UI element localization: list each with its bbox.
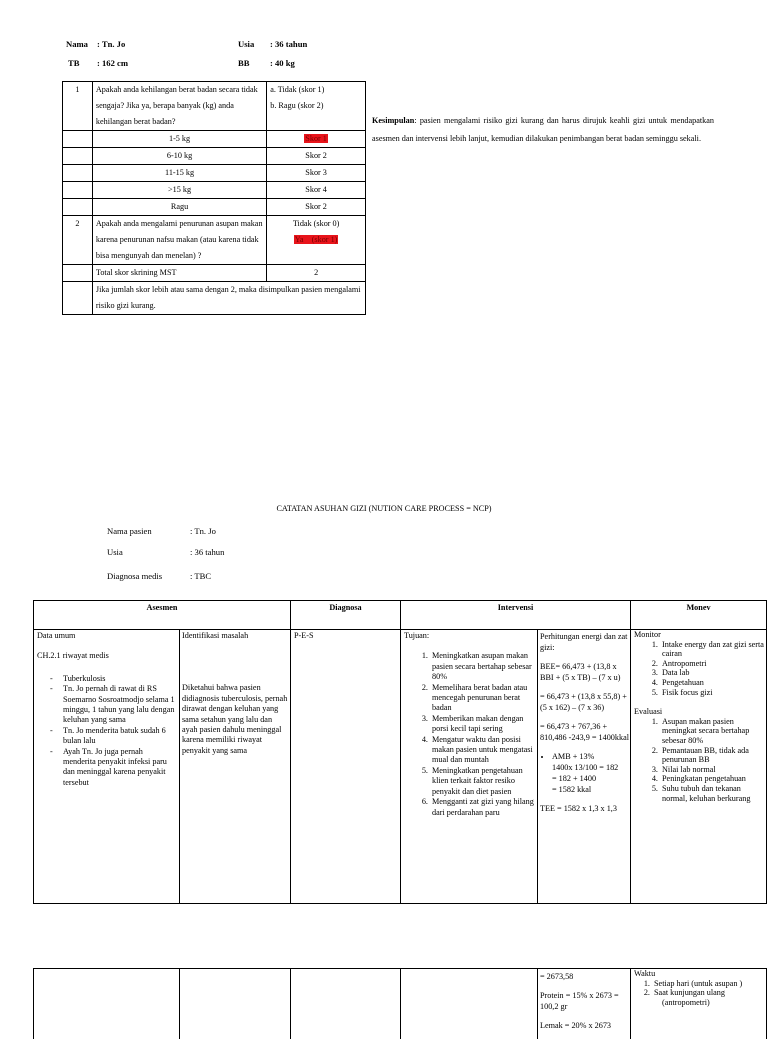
mst-question-1 — [63, 82, 366, 131]
energi-continued — [540, 971, 629, 1031]
riwayat-list — [37, 674, 177, 788]
asesmen-data-umum — [37, 631, 177, 788]
amb-calc-1: 1400x 13/100 = 182 — [552, 763, 619, 772]
mst-note: Jika jumlah skor lebih atau sama dengan 2, maka disimpulkan pasien mengalami risiko gizi kurang. — [92, 282, 365, 315]
pes-label: P-E-S — [294, 631, 314, 640]
perhitungan-energi — [540, 631, 629, 814]
monitor-item: 2. Antropometri — [660, 659, 764, 669]
evaluasi-label: Evaluasi — [634, 707, 663, 717]
score: Skor 2 — [267, 199, 366, 216]
header-diagnosa: Diagnosa — [329, 603, 362, 612]
mst-row — [63, 199, 366, 216]
ncp-usia-label: Usia — [107, 547, 123, 557]
kesimpulan-paragraph — [372, 112, 714, 149]
tujuan-item: 2. Memelihara berat badan atau mencegah penurunan berat badan — [430, 683, 535, 714]
score: Skor 3 — [267, 165, 366, 182]
q1-number: 1 — [63, 82, 93, 131]
monitor-item: 5. Fisik focus gizi — [660, 688, 764, 698]
evaluasi-item: 1. Asupan makan pasien meningkat secara bertahap sebesar 80% — [660, 717, 764, 746]
bee-result: = 66,473 + 767,36 + 810,486 -243,9 = 1400kkal — [540, 722, 629, 742]
mst-row — [63, 182, 366, 199]
tujuan-item: 5. Meningkatkan pengetahuan klien terkait faktor resiko penyakit dan diet pasien — [430, 766, 535, 797]
intervensi-tujuan — [404, 631, 535, 818]
tb-label: TB — [68, 58, 80, 68]
usia-value: : 36 tahun — [270, 39, 308, 49]
evaluasi-item: 4. Peningkatan pengetahuan — [660, 774, 764, 784]
kesimpulan-label: Kesimpulan — [372, 116, 415, 125]
identifikasi-label: Identifikasi masalah — [182, 631, 249, 640]
waktu-section — [634, 969, 764, 1007]
monitor-list — [634, 640, 764, 698]
total-label: Total skor skrining MST — [92, 265, 266, 282]
ncp-usia-value: : 36 tahun — [190, 547, 225, 557]
mst-question-2 — [63, 216, 366, 265]
tujuan-item: 4. Mengatur waktu dan posisi makan pasien untuk mengatasi mual dan muntah — [430, 735, 535, 766]
monitor-item: 3. Data lab — [660, 668, 764, 678]
q2-number: 2 — [63, 216, 93, 265]
amb-calc-3: = 1582 kkal — [552, 785, 592, 794]
tee-result: = 2673,58 — [540, 972, 574, 981]
monev-column — [634, 630, 764, 803]
q1-option-a: a. Tidak (skor 1) — [270, 85, 325, 94]
waktu-list — [634, 979, 764, 998]
ncp-nama-label: Nama pasien — [107, 526, 152, 536]
riwayat-item: - Tuberkulosis — [37, 674, 177, 684]
ncp-title: CATATAN ASUHAN GIZI (NUTION CARE PROCESS = NCP) — [276, 504, 492, 513]
ncp-table — [33, 600, 767, 904]
tujuan-list — [404, 651, 535, 818]
riwayat-item: - Tn. Jo pernah di rawat di RS Soemarno Sosroatmodjo selama 1 minggu, 1 tahun yang lalu dengan keluhan yang sama — [37, 684, 177, 726]
evaluasi-item: 3. Nilai lab normal — [660, 765, 764, 775]
weight-range: >15 kg — [92, 182, 266, 199]
weight-range: Ragu — [92, 199, 266, 216]
ncp-diagnosa-value: : TBC — [190, 571, 212, 581]
mst-total-row — [63, 265, 366, 282]
score-highlighted: Skor 1 — [305, 134, 327, 143]
amb-list — [540, 751, 629, 762]
mst-screening-table — [62, 81, 366, 315]
nama-value: : Tn. Jo — [97, 39, 126, 49]
amb-line: • AMB + 13% — [552, 751, 629, 762]
tujuan-label: Tujuan: — [404, 631, 430, 640]
total-value: 2 — [267, 265, 366, 282]
energi-label: Perhitungan energi dan zat gizi: — [540, 632, 628, 652]
monitor-label: Monitor — [634, 630, 661, 639]
tujuan-item: 3. Memberikan makan dengan porsi kecil tapi sering — [430, 714, 535, 735]
amb-calc-2: = 182 + 1400 — [552, 774, 597, 783]
q2-option-b-highlighted: Ya (skor 1) — [294, 235, 338, 244]
riwayat-item: - Ayah Tn. Jo juga pernah menderita penyakit infeksi paru dan meninggal karena penyakit tersebut — [37, 747, 177, 789]
data-umum-label: Data umum — [37, 631, 76, 640]
q2-options — [267, 216, 366, 265]
score: Skor 2 — [267, 148, 366, 165]
waktu-item: 2. Saat kunjungan ulang — [652, 988, 764, 998]
ncp-diagnosa-label: Diagnosa medis — [107, 571, 163, 581]
weight-range: 6-10 kg — [92, 148, 266, 165]
mst-row — [63, 131, 366, 148]
weight-range: 11-15 kg — [92, 165, 266, 182]
lemak-calc: Lemak = 20% x 2673 — [540, 1021, 612, 1030]
header-asesmen: Asesmen — [146, 603, 178, 612]
q1-option-b: b. Ragu (skor 2) — [270, 101, 324, 110]
bee-formula: BEE= 66,473 + (13,8 x BBI + (5 x TB) – (7 x u) — [540, 662, 621, 682]
header-monev: Monev — [686, 603, 711, 612]
identifikasi-masalah — [182, 631, 288, 756]
q2-text: Apakah anda mengalami penurunan asupan makan karena penurunan nafsu makan (atau karena tidak bisa mengunyah dan menelan) ? — [92, 216, 266, 265]
evaluasi-item: 5. Suhu tubuh dan tekanan normal, keluhan berkurang — [660, 784, 764, 803]
mst-row — [63, 148, 366, 165]
riwayat-item: - Tn. Jo menderita batuk sudah 6 bulan lalu — [37, 726, 177, 747]
tee-formula: TEE = 1582 x 1,3 x 1,3 — [540, 804, 617, 813]
q1-text: Apakah anda kehilangan berat badan secara tidak sengaja? Jika ya, berapa banyak (kg) anda kehilangan berat badan? — [92, 82, 266, 131]
monitor-item: 1. Intake energy dan zat gizi serta cairan — [660, 640, 764, 659]
tujuan-item: 1. Meningkatkan asupan makan pasien secara bertahap sebesar 80% — [430, 651, 535, 682]
mst-row — [63, 165, 366, 182]
protein-calc: Protein = 15% x 2673 = 100,2 gr — [540, 991, 619, 1011]
tb-value: : 162 cm — [97, 58, 129, 68]
evaluasi-list — [634, 717, 764, 803]
mst-note-row — [63, 282, 366, 315]
tujuan-item: 6. Mengganti zat gizi yang hilang dari perdarahan paru — [430, 797, 535, 818]
nama-label: Nama — [66, 39, 88, 49]
bee-substitution: = 66,473 + (13,8 x 55,8) + (5 x 162) – (7 x 36) — [540, 692, 627, 712]
kesimpulan-text: : pasien mengalami risiko gizi kurang dan harus dirujuk keahli gizi untuk mendapatkan asesmen dan intervensi lebih lanjut, kemudian dilakukan penimbangan berat badan seminggu sekali. — [372, 116, 714, 144]
riwayat-medis-label: CH.2.1 riwayat medis — [37, 651, 109, 661]
waktu-label: Waktu — [634, 969, 656, 978]
identifikasi-text: Diketahui bahwa pasien didiagnosis tuberculosis, pernah dirawat dengan keluhan yang sama setahun yang lalu dan ayah pasien dahulu meninggal karena memiliki riwayat penyakit yang sama — [182, 683, 288, 755]
waktu-item: 1. Setiap hari (untuk asupan ) — [652, 979, 764, 989]
waktu-note: (antropometri) — [662, 997, 710, 1007]
bb-label: BB — [238, 58, 250, 68]
ncp-table-continued — [33, 968, 767, 1039]
q1-options — [267, 82, 366, 131]
monitor-item: 4. Pengetahuan — [660, 678, 764, 688]
evaluasi-item: 2. Pemantauan BB, tidak ada penurunan BB — [660, 746, 764, 765]
header-intervensi: Intervensi — [497, 603, 534, 612]
usia-label: Usia — [238, 39, 255, 49]
weight-range: 1-5 kg — [92, 131, 266, 148]
ncp-nama-value: : Tn. Jo — [190, 526, 216, 536]
bb-value: : 40 kg — [270, 58, 295, 68]
score: Skor 4 — [267, 182, 366, 199]
q2-option-a: Tidak (skor 0) — [292, 219, 340, 228]
